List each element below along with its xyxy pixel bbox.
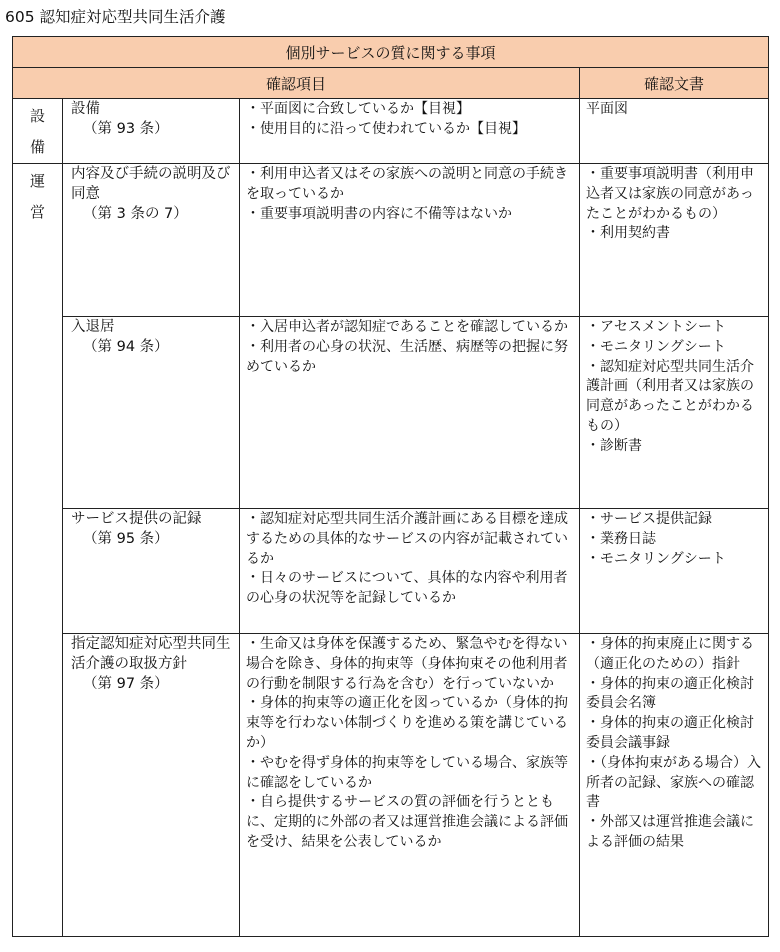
documents-cell — [580, 99, 769, 164]
item-title: 内容及び手続の説明及び同意 — [71, 166, 231, 202]
document-item: ・外部又は運営推進会議による評価の結果 — [586, 814, 754, 850]
check-point: ・利用者の心身の状況、生活歴、病歴等の把握に努めているか — [246, 338, 568, 375]
table-row — [13, 509, 769, 634]
table-row — [13, 317, 769, 509]
table-main-header: 個別サービスの質に関する事項 — [13, 37, 769, 68]
check-points-cell — [240, 509, 580, 634]
document-item: 平面図 — [586, 101, 628, 117]
check-point: ・やむを得ず身体的拘束等をしている場合、家族等に確認をしているか — [246, 754, 568, 791]
document-item: ・モニタリングシート — [586, 338, 726, 355]
item-cell — [63, 634, 240, 937]
item-article: （第 95 条） — [83, 530, 169, 547]
check-point: ・認知症対応型共同生活介護計画にある目標を達成するための具体的なサービスの内容が記載されているか — [246, 511, 568, 567]
document-item: ・身体的拘束の適正化検討委員会議事録 — [586, 715, 754, 751]
page-title: 605 認知症対応型共同生活介護 — [5, 8, 226, 26]
item-article: （第 97 条） — [83, 675, 169, 692]
document-item: ・業務日誌 — [586, 530, 656, 547]
check-point: ・自ら提供するサービスの質の評価を行うとともに、定期的に外部の者又は運営推進会議による評価を受け、結果を公表しているか — [246, 794, 568, 850]
item-article: （第 93 条） — [83, 120, 169, 137]
check-point: ・利用申込者又はその家族への説明と同意の手続きを取っているか — [246, 166, 568, 202]
document-item: ・モニタリングシート — [586, 550, 726, 567]
document-item: ・重要事項説明書（利用申込者又は家族の同意があったことがわかるもの） — [586, 166, 754, 222]
section-operation: 運 営 — [13, 164, 63, 937]
check-point: ・日々のサービスについて、具体的な内容や利用者の心身の状況等を記録しているか — [246, 570, 568, 607]
check-point: ・重要事項説明書の内容に不備等はないか — [246, 205, 512, 222]
document-item: ・サービス提供記録 — [586, 511, 712, 527]
item-title: 設備 — [71, 101, 100, 117]
item-cell — [63, 317, 240, 509]
section-facility: 設 備 — [13, 99, 63, 164]
inspection-table — [12, 36, 769, 937]
check-points-cell — [240, 164, 580, 317]
documents-cell — [580, 634, 769, 937]
item-title: 指定認知症対応型共同生活介護の取扱方針 — [71, 636, 231, 672]
check-point: ・使用目的に沿って使われているか【目視】 — [246, 120, 526, 137]
documents-cell — [580, 317, 769, 509]
documents-cell — [580, 164, 769, 317]
item-article: （第 94 条） — [83, 338, 169, 355]
check-point: ・平面図に合致しているか【目視】 — [246, 101, 470, 117]
item-cell — [63, 509, 240, 634]
document-item: ・身体的拘束廃止に関する（適正化のための）指針 — [586, 636, 754, 672]
document-item: ・身体的拘束の適正化検討委員会名簿 — [586, 675, 754, 712]
item-title: サービス提供の記録 — [71, 511, 202, 527]
documents-cell — [580, 509, 769, 634]
header-check-documents: 確認文書 — [580, 68, 769, 99]
document-item: ・認知症対応型共同生活介護計画（利用者又は家族の同意があったことがわかるもの） — [586, 358, 754, 434]
item-cell — [63, 164, 240, 317]
document-item: ・診断書 — [586, 437, 642, 454]
item-article: （第 3 条の 7） — [83, 205, 188, 222]
check-point: ・生命又は身体を保護するため、緊急やむを得ない場合を除き、身体的拘束等（身体拘束その他利用者の行動を制限する行為を含む）を行っていないか — [246, 636, 568, 692]
table-row — [13, 634, 769, 937]
check-points-cell — [240, 634, 580, 937]
document-item: ・（身体拘束がある場合）入所者の記録、家族への確認書 — [586, 754, 761, 811]
check-point: ・入居申込者が認知症であることを確認しているか — [246, 319, 568, 335]
document-item: ・利用契約書 — [586, 225, 670, 242]
check-points-cell — [240, 317, 580, 509]
item-cell — [63, 99, 240, 164]
document-item: ・アセスメントシート — [586, 319, 726, 335]
table-row — [13, 99, 769, 164]
header-check-items: 確認項目 — [13, 68, 580, 99]
check-point: ・身体的拘束等の適正化を図っているか（身体的拘束等を行わない体制づくりを進める策を講じているか） — [246, 695, 568, 751]
check-points-cell — [240, 99, 580, 164]
item-title: 入退居 — [71, 319, 115, 335]
table-row — [13, 164, 769, 317]
